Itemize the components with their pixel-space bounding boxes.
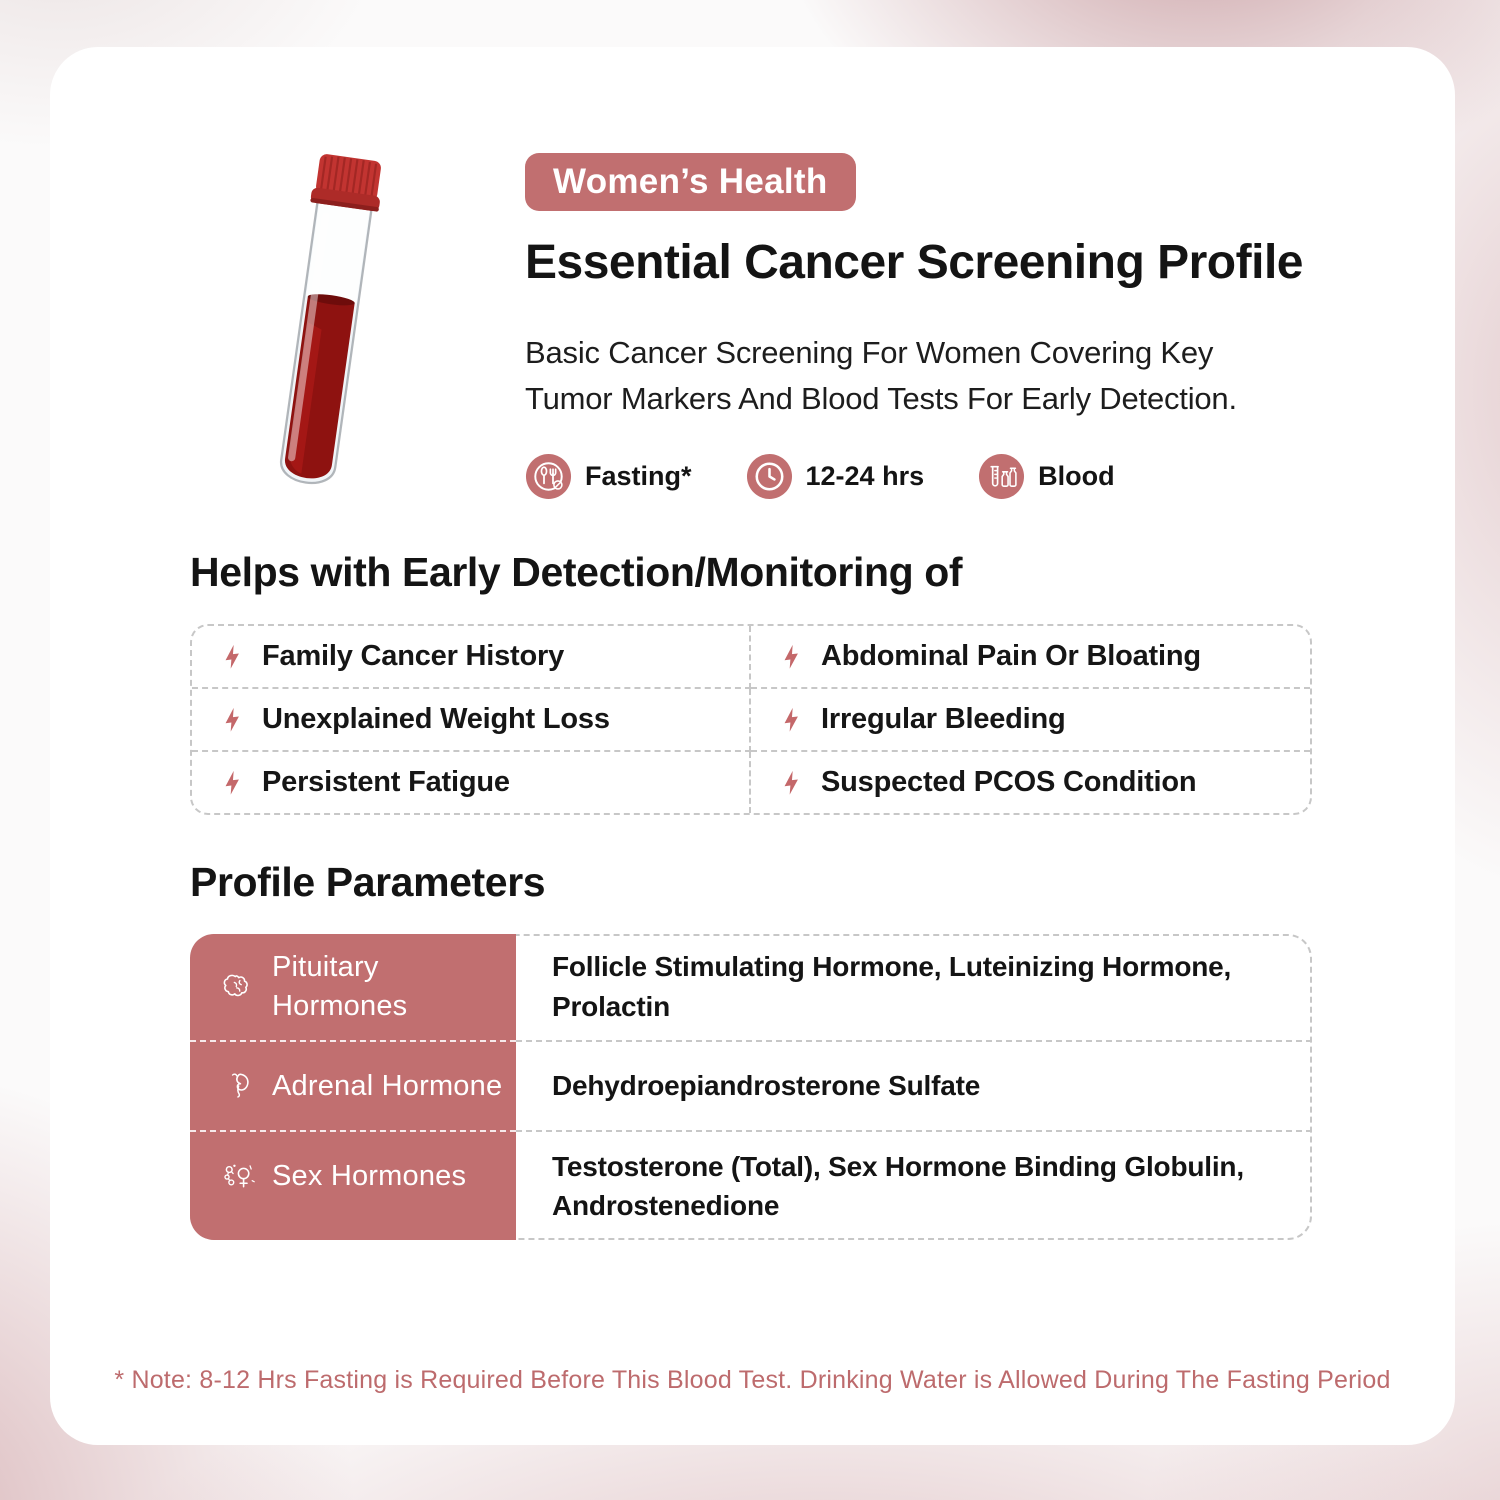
bolt-icon (779, 643, 806, 670)
help-item-label: Family Cancer History (262, 640, 565, 672)
category-badge: Women’s Health (525, 153, 856, 211)
bolt-icon (220, 706, 247, 733)
helps-heading: Helps with Early Detection/Monitoring of (190, 549, 963, 595)
bolt-icon (220, 643, 247, 670)
help-item (192, 626, 751, 689)
params-table (190, 934, 1312, 1240)
param-category-cell (190, 934, 516, 1042)
footer-note: * Note: 8-12 Hrs Fasting is Required Before This Blood Test. Drinking Water is Allowed During The Fasting Period (114, 1366, 1391, 1394)
profile-card (50, 47, 1455, 1445)
param-tests-text: Follicle Stimulating Hormone, Luteinizing Hormone, Prolactin (552, 951, 1232, 1023)
help-item-label: Irregular Bleeding (821, 703, 1066, 735)
meta-label: Blood (1038, 461, 1115, 492)
param-tests-cell (516, 1132, 1312, 1240)
meta-item (978, 453, 1114, 500)
help-item (751, 689, 1310, 752)
params-rows (190, 934, 1312, 1240)
help-item (192, 689, 751, 752)
helps-grid (190, 624, 1312, 815)
help-item-label: Unexplained Weight Loss (262, 703, 610, 735)
param-tests-cell (516, 934, 1312, 1042)
profile-description: Basic Cancer Screening For Women Covering Key Tumor Markers And Blood Tests For Early Detection. (525, 335, 1237, 416)
meta-label: 12-24 hrs (805, 461, 925, 492)
param-category-label: Sex Hormones (272, 1159, 467, 1192)
params-section (190, 859, 1312, 1240)
param-category-cell (190, 1042, 516, 1132)
param-category-label: Adrenal Hormone (272, 1069, 503, 1102)
help-item-label: Abdominal Pain Or Bloating (821, 640, 1201, 672)
params-heading: Profile Parameters (190, 859, 546, 905)
help-item (751, 626, 1310, 689)
meta-label: Fasting* (585, 461, 692, 492)
help-item-label: Suspected PCOS Condition (821, 766, 1197, 798)
fasting-icon (525, 453, 572, 500)
clock-icon (746, 453, 793, 500)
sex-hormones-icon (220, 1158, 257, 1195)
brain-icon (220, 969, 257, 1006)
help-item (192, 752, 751, 813)
help-item-label: Persistent Fatigue (262, 766, 510, 798)
help-item (751, 752, 1310, 813)
header (525, 153, 1435, 500)
param-category-cell (190, 1132, 516, 1240)
page-title: Essential Cancer Screening Profile (525, 236, 1303, 289)
param-tests-text: Testosterone (Total), Sex Hormone Binding Globulin, Androstenedione (552, 1150, 1244, 1222)
param-row (190, 1042, 1312, 1132)
meta-row (525, 453, 1435, 500)
param-tests-text: Dehydroepiandrosterone Sulfate (552, 1070, 981, 1102)
param-tests-cell (516, 1042, 1312, 1132)
blood-test-tube-image (204, 131, 452, 515)
meta-item (746, 453, 925, 500)
bolt-icon (779, 769, 806, 796)
meta-item (525, 453, 692, 500)
helps-section (190, 549, 1312, 815)
param-category-label: Pituitary Hormones (272, 951, 408, 1023)
param-row (190, 1132, 1312, 1240)
bolt-icon (220, 769, 247, 796)
param-row (190, 934, 1312, 1042)
bolt-icon (779, 706, 806, 733)
kidney-icon (220, 1068, 257, 1105)
blood-icon (978, 453, 1025, 500)
